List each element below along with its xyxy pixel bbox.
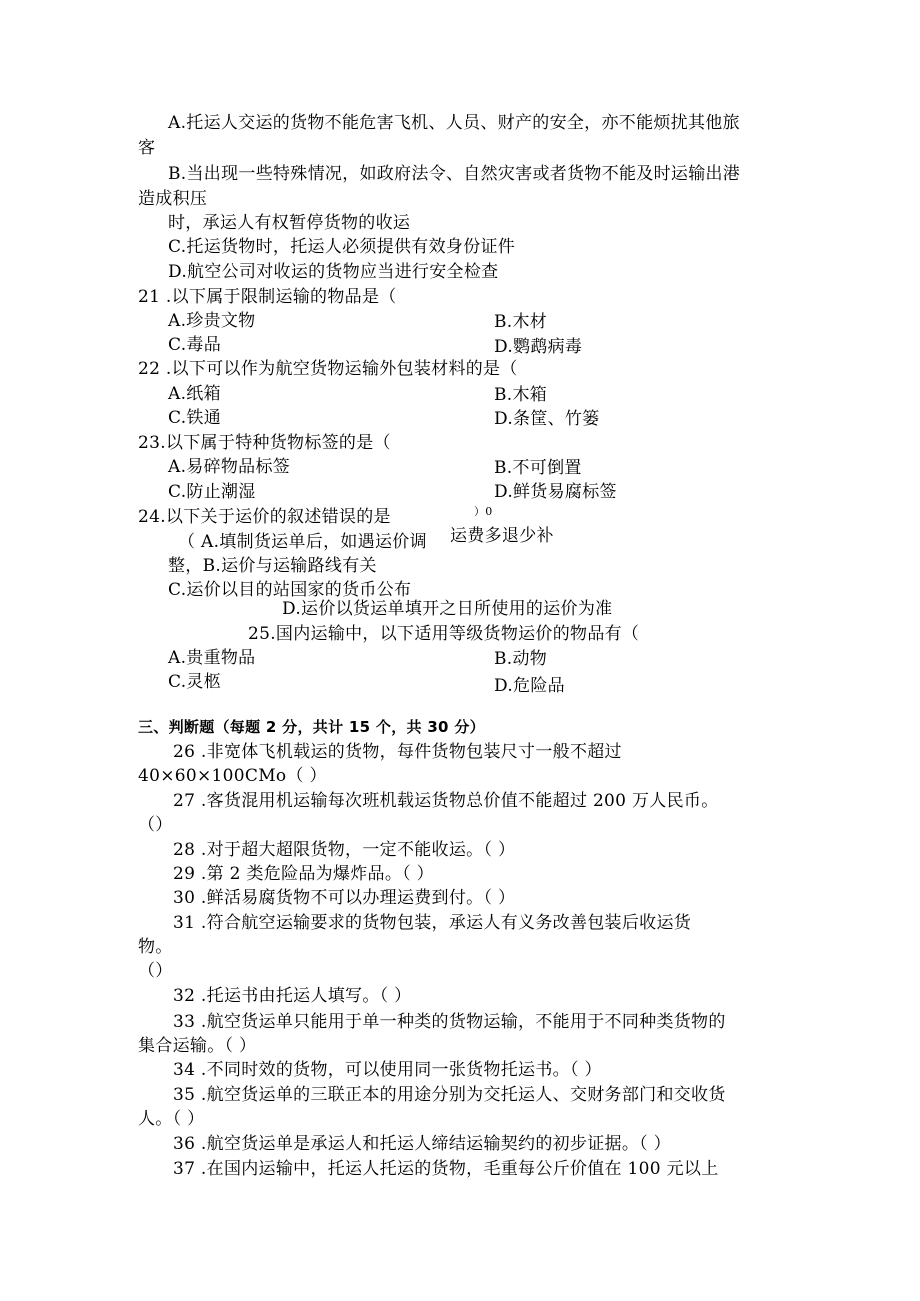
q30: 30 .鲜活易腐货物不可以办理运费到付。（ ） (173, 888, 516, 908)
q31-line3: （） (138, 961, 173, 981)
q20-option-b-line1: B.当出现一些特殊情况，如政府法令、自然灾害或者货物不能及时运输出港 (168, 164, 741, 184)
q33-line1: 33 .航空货运单只能用于单一种类的货物运输，不能用于不同种类货物的 (173, 1012, 726, 1032)
q33-line2: 集合运输。（ ） (138, 1036, 257, 1056)
q22-option-a: A.纸箱 (168, 384, 221, 404)
q23-option-c: C.防止潮湿 (168, 482, 256, 502)
q21-option-a: A.珍贵文物 (168, 311, 256, 331)
q24-option-a-line1: （ A.填制货运单后，如遇运价调 (178, 532, 427, 552)
q25-stem: 25.国内运输中，以下适用等级货物运价的物品有（ (248, 624, 640, 644)
q24-option-c: C.运价以目的站国家的货币公布 (168, 580, 412, 600)
q36: 36 .航空货运单是承运人和托运人缔结运输契约的初步证据。（ ） (173, 1134, 671, 1154)
q28: 28 .对于超大超限货物，一定不能收运。（ ） (173, 840, 516, 860)
q21-option-d: D.鹦鹉病毒 (494, 337, 583, 357)
q20-option-d: D.航空公司对收运的货物应当进行安全检查 (168, 262, 499, 282)
q37: 37 .在国内运输中，托运人托运的货物，毛重每公斤价值在 100 元以上 (173, 1159, 719, 1179)
q31-line1: 31 .符合航空运输要求的货物包装，承运人有义务改善包装后收运货 (173, 913, 692, 933)
q22-option-c: C.铁通 (168, 408, 222, 428)
q25-option-b: B.动物 (494, 649, 548, 669)
q23-option-b: B.不可倒置 (494, 458, 582, 478)
q27-line1: 27 .客货混用机运输每次班机载运货物总价值不能超过 200 万人民币。 (173, 791, 719, 811)
q25-option-c: C.灵柩 (168, 672, 222, 692)
q20-option-b-line2: 造成积压 (138, 189, 208, 209)
q26-line2: 40×60×100CMo（ ） (138, 766, 327, 786)
q23-stem: 23.以下属于特种货物标签的是（ (138, 433, 391, 453)
q24-option-d: D.运价以货运单填开之日所使用的运价为准 (282, 599, 613, 619)
q31-line2: 物。 (138, 937, 173, 957)
q22-stem: 22 .以下可以作为航空货物运输外包装材料的是（ (138, 359, 518, 379)
q23-option-d: D.鲜货易腐标签 (494, 482, 617, 502)
section-heading: 三、判断题（每题 2 分，共计 15 个，共 30 分） (138, 718, 485, 736)
q22-option-b: B.木箱 (494, 385, 548, 405)
q21-stem: 21 .以下属于限制运输的物品是（ (138, 287, 397, 307)
q20-option-a-line2: 客 (138, 138, 156, 158)
q20-option-a-line1: A.托运人交运的货物不能危害飞机、人员、财产的安全，亦不能烦扰其他旅 (168, 113, 740, 133)
q35-line2: 人。（ ） (138, 1109, 205, 1129)
q32: 32 .托运书由托运人填写。（ ） (173, 986, 412, 1006)
q24-stem: 24.以下关于运价的叙述错误的是 (138, 507, 391, 527)
q24-mark: ）0 (474, 505, 493, 518)
q20-option-c: C.托运货物时，托运人必须提供有效身份证件 (168, 237, 516, 257)
q24-option-b: 整，B.运价与运输路线有关 (168, 556, 377, 576)
q22-option-d: D.条筐、竹篓 (494, 409, 600, 429)
q23-option-a: A.易碎物品标签 (168, 457, 291, 477)
q26-line1: 26 .非宽体飞机载运的货物，每件货物包装尺寸一般不超过 (173, 742, 622, 762)
q24-option-a-line2: 运费多退少补 (450, 526, 554, 546)
q27-line2: （） (138, 815, 173, 835)
q20-option-b-line3: 时，承运人有权暂停货物的收运 (168, 213, 411, 233)
q29: 29 .第 2 类危险品为爆炸品。（ ） (173, 864, 434, 884)
q25-option-a: A.贵重物品 (168, 648, 256, 668)
q25-option-d: D.危险品 (494, 676, 565, 696)
q21-option-c: C.毒品 (168, 335, 222, 355)
q35-line1: 35 .航空货运单的三联正本的用途分别为交托运人、交财务部门和交收货 (173, 1085, 726, 1105)
q34: 34 .不同时效的货物，可以使用同一张货物托运书。（ ） (173, 1060, 602, 1080)
q21-option-b: B.木材 (494, 312, 548, 332)
